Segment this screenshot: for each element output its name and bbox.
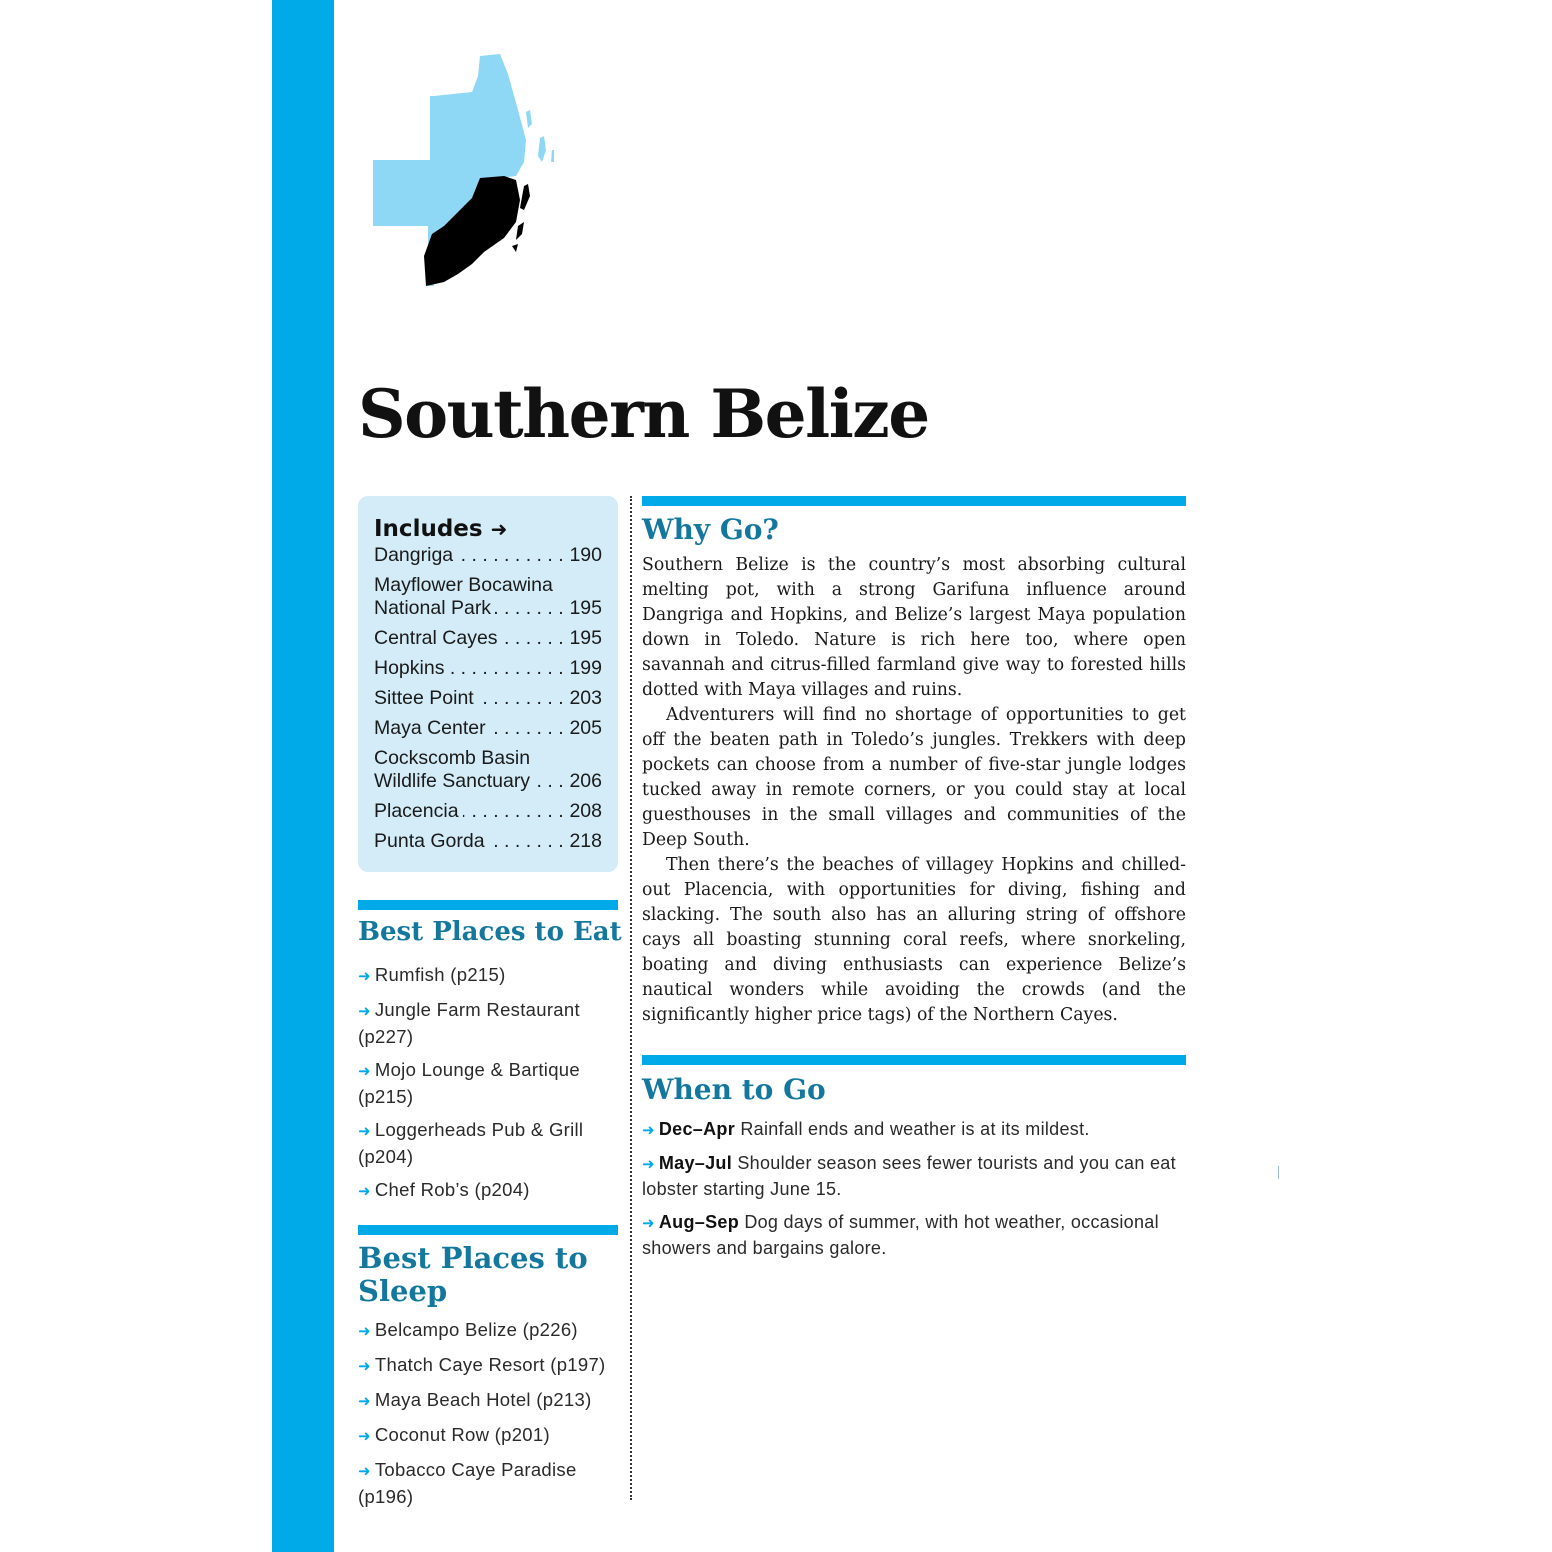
arrow-right-icon: ➜ [358, 1393, 371, 1410]
sleep-rule [358, 1225, 618, 1235]
arrow-right-icon: ➜ [358, 1003, 371, 1020]
when-to-go-list [642, 1117, 1186, 1269]
eat-rule [358, 900, 618, 910]
eat-item[interactable]: ➜ Chef Rob’s (p204) [358, 1179, 530, 1200]
arrow-right-icon: ➜ [642, 1215, 655, 1232]
sleep-list [358, 1317, 618, 1517]
column-divider [630, 496, 632, 1500]
eat-heading: Best Places to Eat [358, 917, 622, 947]
arrow-right-icon: ➜ [490, 517, 508, 541]
sleep-item[interactable]: ➜ Tobacco Caye Paradise (p196) [358, 1459, 577, 1507]
includes-item[interactable]: Punta Gorda . . . 218 [374, 830, 602, 853]
why-go-body [642, 553, 1186, 1028]
includes-item[interactable]: Sittee Point . . . 203 [374, 687, 602, 710]
arrow-right-icon: ➜ [358, 1463, 371, 1480]
arrow-right-icon: ➜ [358, 1323, 371, 1340]
sleep-item[interactable]: ➜ Belcampo Belize (p226) [358, 1319, 578, 1340]
arrow-right-icon: ➜ [358, 1358, 371, 1375]
when-item: ➜ Aug–Sep Dog days of summer, with hot weather, occasional showers and bargains galore. [642, 1212, 1159, 1258]
why-go-paragraph: Southern Belize is the country’s most absorbing cultural melting pot, with a strong Garifuna influence around Dangriga and Hopkins, and Belize’s largest Maya population down in Toledo. Nature is rich here too, where open savannah and citrus-filled farmland give way to forested hills dotted with Maya villages and ruins. [642, 555, 1186, 700]
eat-item[interactable]: ➜ Mojo Lounge & Bartique (p215) [358, 1059, 580, 1107]
margin-mark [1278, 1166, 1279, 1179]
arrow-right-icon: ➜ [358, 1063, 371, 1080]
arrow-right-icon: ➜ [358, 1123, 371, 1140]
eat-item[interactable]: ➜ Rumfish (p215) [358, 964, 506, 985]
includes-item[interactable]: Cockscomb Basin Wildlife Sanctuary . . . 206 [374, 747, 602, 793]
page-title: Southern Belize [358, 375, 929, 453]
accent-side-bar [272, 0, 334, 1552]
why-go-paragraph: Adventurers will find no shortage of opportunities to get off the beaten path in Toledo’s jungles. Trekkers with deep pockets can choose from a number of five-star jungle lodges tucked away in remote corners, or you could stay at local guesthouses in the small villages and communities of the Deep South. [642, 705, 1186, 850]
eat-item[interactable]: ➜ Jungle Farm Restaurant (p227) [358, 999, 580, 1047]
includes-box [358, 496, 618, 872]
arrow-right-icon: ➜ [642, 1122, 655, 1139]
includes-item[interactable]: Central Cayes . . . 195 [374, 627, 602, 650]
sleep-item[interactable]: ➜ Coconut Row (p201) [358, 1424, 550, 1445]
arrow-right-icon: ➜ [642, 1156, 655, 1173]
arrow-right-icon: ➜ [358, 1183, 371, 1200]
sleep-item[interactable]: ➜ Maya Beach Hotel (p213) [358, 1389, 592, 1410]
sleep-item[interactable]: ➜ Thatch Caye Resort (p197) [358, 1354, 606, 1375]
when-to-go-heading: When to Go [642, 1073, 826, 1106]
includes-item[interactable]: Mayflower Bocawina National Park . . . 195 [374, 574, 602, 620]
when-item: ➜ May–Jul Shoulder season sees fewer tourists and you can eat lobster starting June 15. [642, 1153, 1176, 1199]
belize-map-icon [368, 50, 588, 290]
arrow-right-icon: ➜ [358, 1428, 371, 1445]
why-go-rule [642, 496, 1186, 506]
eat-list [358, 962, 618, 1212]
includes-item[interactable]: Dangriga . . . 190 [374, 544, 602, 567]
sleep-heading: Best Places to Sleep [358, 1241, 588, 1308]
includes-item[interactable]: Maya Center . . . 205 [374, 717, 602, 740]
includes-item[interactable]: Placencia . . . 208 [374, 800, 602, 823]
arrow-right-icon: ➜ [358, 968, 371, 985]
includes-list [374, 544, 602, 853]
why-go-heading: Why Go? [642, 513, 779, 546]
includes-heading: Includes ➜ [374, 516, 508, 542]
when-item: ➜ Dec–Apr Rainfall ends and weather is at its mildest. [642, 1119, 1090, 1139]
includes-item[interactable]: Hopkins . . . 199 [374, 657, 602, 680]
eat-item[interactable]: ➜ Loggerheads Pub & Grill (p204) [358, 1119, 584, 1167]
when-to-go-rule [642, 1055, 1186, 1065]
why-go-paragraph: Then there’s the beaches of villagey Hopkins and chilled-out Placencia, with opportunities for diving, fishing and slacking. The south also has an alluring string of offshore cays all boasting stunning coral reefs, where snorkeling, boating and diving enthusiasts can experience Belize’s nautical wonders while avoiding the crowds (and the significantly higher price tags) of the Northern Cayes. [642, 855, 1186, 1025]
